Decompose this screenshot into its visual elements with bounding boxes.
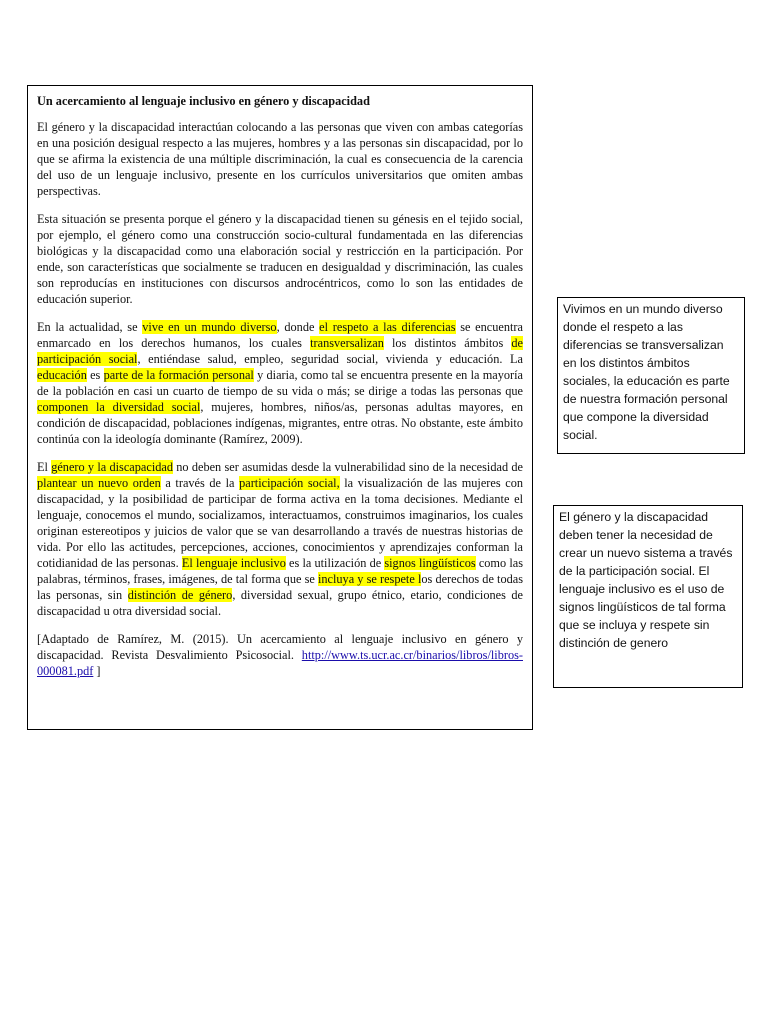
highlighted-text: transversalizan	[310, 336, 384, 350]
citation	[37, 631, 523, 679]
text-run: , donde	[276, 320, 320, 334]
paragraph-3	[37, 319, 523, 447]
text-run: los distintos ámbitos	[383, 336, 512, 350]
text-run: se encuentra enmarcado en los derechos humanos, los cuales	[37, 320, 523, 350]
text-run: es	[86, 368, 104, 382]
highlighted-text: participación social,	[239, 476, 340, 490]
paragraph-2: Esta situación se presenta porque el género y la discapacidad tienen su génesis en el tejido social, por ejemplo, el género como una construcción socio-cultural fundamentada en las diferencias biológicas y la discapacidad como una elaboración social y restricción en la participación. Por ende, son características que socialmente se traducen en desigualdad y discriminación, las cuales son reproducías en instituciones con discursos androcéntricos, como lo son las entidades de educación superior.	[37, 212, 523, 306]
citation-text: [Adaptado de Ramírez, M. (2015). Un acercamiento al lenguaje inclusivo en género y discapacidad. Revista Desvalimiento Psicosocial.	[37, 632, 523, 662]
highlighted-text: componen la diversidad social	[37, 400, 201, 414]
text-run: os derechos de todas las personas, sin	[37, 572, 524, 602]
highlighted-text: parte de la formación personal	[103, 368, 254, 382]
text-run: En la actualidad, se	[37, 320, 143, 334]
text-run: , diversidad sexual, grupo étnico, etario, condiciones de discapacidad u otra diversidad social.	[37, 588, 523, 618]
summary-box-1: Vivimos en un mundo diverso donde el respeto a las diferencias se transversalizan en los distintos ámbitos sociales, la educación es parte de nuestra formación personal que compone la diversidad social.	[557, 297, 745, 454]
text-run: , mujeres, hombres, niños/as, personas adultas mayores, en condición de discapacidad, poblaciones indígenas, migrantes, entre otras. No obstante, este ámbito continúa con la ideología dominante (Ramírez, 2009).	[37, 400, 523, 446]
paragraph-1: El género y la discapacidad interactúan colocando a las personas que viven con ambas categorías en una posición desigual respecto a las mujeres, hombres y a las personas sin discapacidad, por lo que se afirma la existencia de una múltiple discriminación, la cual es consecuencia de la carencia del uso de un lenguaje inclusivo, presente en los currículos universitarios que omiten ambas perspectivas.	[37, 120, 523, 198]
highlighted-text: signos lingüísticos	[384, 556, 476, 570]
highlighted-text: plantear un nuevo orden	[37, 476, 161, 490]
text-run: , entiéndase salud, empleo, seguridad social, vivienda y educación. La	[137, 352, 523, 366]
text-run: a través de la	[160, 476, 240, 490]
citation-link[interactable]: http://www.ts.ucr.ac.cr/binarios/libros/libros-000081.pdf	[37, 648, 523, 678]
highlighted-text: el respeto a las diferencias	[319, 320, 456, 334]
article-title: Un acercamiento al lenguaje inclusivo en género y discapacidad	[37, 94, 370, 108]
article-box	[27, 85, 533, 730]
text-run: El	[37, 460, 52, 474]
highlighted-text: educación	[37, 368, 87, 382]
text-run: la visualización de las mujeres con discapacidad, y la posibilidad de participar de forma activa en la toma decisiones. Mediante el lenguaje, conocemos el mundo, socializamos, interactuamos, construimos imaginarios, los cuales originan estereotipos y juicios de valor que se van desarrollando a través de nuestras historias de vida. Por ello las actitudes, percepciones, acciones, conocimientos y aprendizajes conforman la cotidianidad de las personas.	[37, 476, 523, 570]
paragraph-4	[37, 459, 523, 619]
highlighted-text: El lenguaje inclusivo	[181, 556, 286, 570]
text-run: es la utilización de	[285, 556, 385, 570]
text-run: como las palabras, términos, frases, imágenes, de tal forma que se	[37, 556, 523, 586]
text-run: no deben ser asumidas desde la vulnerabilidad sino de la necesidad de	[173, 460, 523, 474]
highlighted-text: distinción de género	[127, 588, 233, 602]
citation-end: ]	[93, 664, 101, 678]
highlighted-text: de participación social	[37, 336, 523, 366]
text-run: y diaria, como tal se encuentra presente en la mayoría de la población en casi un cuarto de tiempo de su vida o más; se dirige a todas las personas que	[37, 368, 523, 398]
highlighted-text: vive en un mundo diverso	[142, 320, 277, 334]
highlighted-text: incluya y se respete l	[317, 572, 422, 586]
highlighted-text: género y la discapacidad	[51, 460, 173, 474]
summary-box-2: El género y la discapacidad deben tener la necesidad de crear un nuevo sistema a través de la participación social. El lenguaje inclusivo es el uso de signos lingüísticos de tal forma que se incluya y respete sin distinción de genero	[553, 505, 743, 688]
